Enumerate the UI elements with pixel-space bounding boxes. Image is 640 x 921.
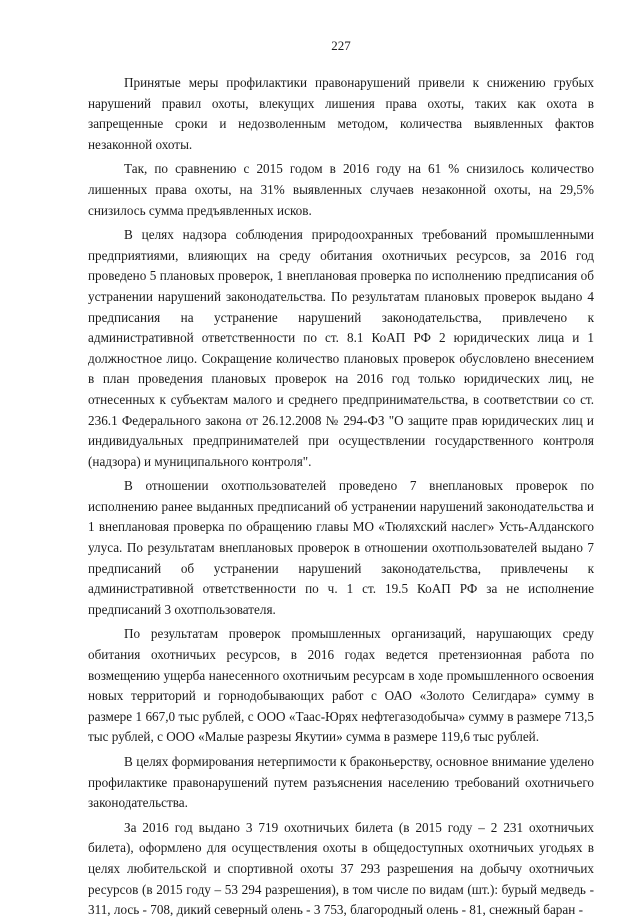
paragraph-hunting-tickets: За 2016 год выдано 3 719 охотничьих билета (в 2015 году – 2 231 охотничьих билета), оформлено для осуществления охоты в общедоступных охотничьих угодьях в целях любительской и спортивной охоты 37 293 разрешения на добычу охотничьих ресурсов (в 2015 году – 53 294 разрешения), в том числе по видам (шт.): бурый медведь - 311, лось - 708, дикий северный олень - 3 753, благородный олень - 81, снежный баран - — [88, 819, 594, 918]
paragraph-prevention-results: Принятые меры профилактики правонарушений привели к снижению грубых нарушений правил охоты, влекущих лишения права охоты, таких как охота в запрещенные сроки и недозволенным методом, количества выявленных фактов незаконной охоты. — [88, 75, 594, 152]
paragraph-damage-claims: По результатам проверок промышленных организаций, нарушающих среду обитания охотничьих ресурсов, в 2016 годах ведется претензионная работа по возмещению ущерба нанесенного охотничьим ресурсам в ходе промышленного освоения новых территорий и горнодобывающих работ с ОАО «Золото Селигдара» сумму в размере 1 667,0 тыс рублей, с ООО «Таас-Юрях нефтегазодобыча» сумму в размере 713,5 тыс рублей, с ООО «Малые разрезы Якутии» сумма в размере 119,6 тыс рублей. — [88, 626, 594, 745]
paragraph-comparison-2015: Так, по сравнению с 2015 годом в 2016 году на 61 % снизилось количество лишенных права охоты, на 31% выявленных случаев незаконной охоты, на 29,5% снизилось сумма предъявленных исков. — [88, 161, 594, 218]
paragraph-industrial-inspections: В целях надзора соблюдения природоохранных требований промышленными предприятиями, влияющих на среду обитания охотничьих ресурсов, за 2016 год проведено 5 плановых проверок, 1 внеплановая проверка по исполнению предписания об устранении нарушений законодательства. По результатам плановых проверок выдано 4 предписания на устранение нарушений законодательства, привлечено к административной ответственности по ст. 8.1 КоАП РФ 2 юридических лица и 1 должностное лицо. Сокращение количество плановых проверок обусловлено внесением в план проведения плановых проверок на 2016 год только юридических лиц, не отнесенных к субъектам малого и среднего предпринимательства, в соответствии со ст. 236.1 Федерального закона от 26.12.2008 № 294-ФЗ "О защите прав юридических лиц и индивидуальных предпринимателей при осуществлении государственного контроля (надзора) и муниципального контроля". — [88, 227, 594, 469]
paragraph-poaching-prevention: В целях формирования нетерпимости к браконьерству, основное внимание уделено профилактике правонарушений путем разъяснения населению требований охотничьего законодательства. — [88, 754, 594, 811]
paragraph-hunting-users-inspections: В отношении охотпользователей проведено 7 внеплановых проверок по исполнению ранее выданных предписаний об устранении нарушений законодательства и 1 внеплановая проверка по обращению главы МО «Тюляхский наслег» Усть-Алданского улуса. По результатам внеплановых проверок в отношении охотпользователей выдано 7 предписаний об устранении нарушений законодательства, привлечены к административной ответственности по ч. 1 ст. 19.5 КоАП РФ за не исполнение предписаний 3 охотпользователя. — [88, 478, 594, 617]
page-number: 227 — [331, 38, 351, 53]
